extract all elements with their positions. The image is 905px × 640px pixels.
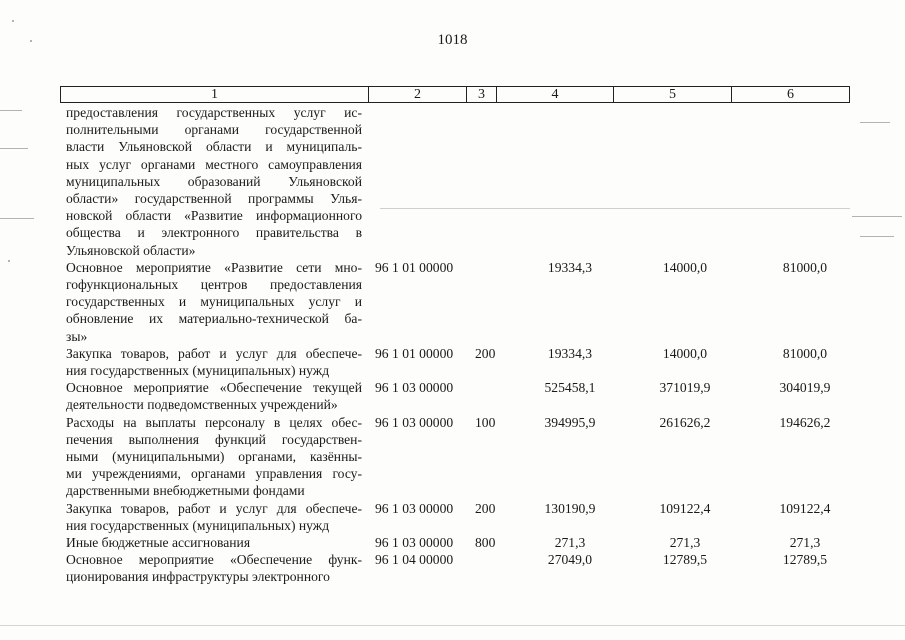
row-name: [66, 259, 362, 345]
row-value-2: 271,3: [669, 535, 701, 551]
row-code: 96 1 03 00000: [375, 535, 454, 551]
row-name-line: муниципальных образований Ульяновской: [66, 173, 362, 189]
header-col-1: 1: [61, 87, 369, 102]
scan-artifact: [0, 625, 905, 626]
scan-artifact: [30, 40, 32, 42]
table-row: [66, 259, 865, 345]
row-name-line: деятельности подведомственных учреждений»: [66, 397, 338, 413]
row-name-line: Закупка товаров, работ и услуг для обеспече-: [66, 345, 362, 361]
row-name-line: государственных и муниципальных услуг и: [66, 294, 362, 310]
row-name: [66, 104, 362, 259]
row-name-line: ных услуг органами местного самоуправления: [66, 156, 362, 172]
row-name: [66, 345, 362, 379]
scan-artifact: [12, 20, 14, 22]
row-name: [66, 534, 362, 551]
table-row: [66, 551, 865, 585]
header-col-5: 5: [614, 87, 732, 102]
scan-artifact: [860, 236, 894, 237]
scan-artifact: [380, 208, 850, 209]
row-name-line: Основное мероприятие «Обеспечение текущей: [66, 380, 362, 396]
row-name-line: гофункциональных центров предоставления: [66, 277, 362, 293]
row-name-line: Расходы на выплаты персоналу в целях обес-: [66, 414, 362, 430]
scan-artifact: [0, 110, 22, 111]
row-name-line: зы»: [66, 328, 88, 344]
scan-artifact: [852, 216, 902, 217]
table-row: [66, 534, 865, 551]
table-row: [66, 345, 865, 379]
row-value-3: 194626,2: [779, 414, 831, 430]
row-name-line: Основное мероприятие «Развитие сети мно-: [66, 259, 362, 275]
row-name-line: ми учреждениями, органами управления госу-: [66, 466, 362, 482]
row-value-3: 81000,0: [782, 259, 828, 275]
row-value-3: 304019,9: [779, 380, 831, 396]
row-name-line: общества и электронного правительства в: [66, 225, 362, 241]
table-body: [66, 104, 865, 586]
row-vr: 200: [475, 345, 496, 361]
row-name: [66, 500, 362, 534]
row-value-1: 525458,1: [544, 380, 596, 396]
row-value-2: 12789,5: [662, 552, 708, 568]
table-row: [66, 500, 865, 534]
row-value-3: 12789,5: [782, 552, 828, 568]
table-row: [66, 414, 865, 500]
header-col-4: 4: [497, 87, 614, 102]
row-name-line: власти Ульяновской области и муниципаль-: [66, 139, 362, 155]
row-value-1: 130190,9: [544, 500, 596, 516]
scan-artifact: [8, 260, 10, 262]
row-value-2: 14000,0: [662, 259, 708, 275]
table-row: [66, 379, 865, 413]
row-name-line: предоставления государственных услуг ис-: [66, 105, 362, 120]
row-code: 96 1 04 00000: [375, 552, 454, 568]
row-name-line: ния государственных (муниципальных) нужд: [66, 517, 330, 533]
row-name-line: Закупка товаров, работ и услуг для обеспече-: [66, 500, 362, 516]
row-value-3: 81000,0: [782, 345, 828, 361]
row-name-line: ния государственных (муниципальных) нужд: [66, 363, 330, 379]
row-name-line: области» государственной программы Улья-: [66, 191, 362, 207]
row-name-line: дарственными внебюджетными фондами: [66, 483, 305, 499]
row-value-2: 109122,4: [659, 500, 711, 516]
row-name-line: печения выполнения функций государствен-: [66, 431, 362, 447]
header-col-6: 6: [787, 87, 794, 102]
row-value-1: 19334,3: [547, 259, 593, 275]
row-vr: 200: [475, 500, 496, 516]
row-name-line: Ульяновской области»: [66, 242, 196, 258]
row-code: 96 1 03 00000: [375, 380, 454, 396]
row-value-2: 371019,9: [659, 380, 711, 396]
row-name-line: Основное мероприятие «Обеспечение функ-: [66, 552, 362, 568]
row-name-line: обновление их материально-технической ба-: [66, 311, 362, 327]
row-name: [66, 551, 362, 585]
row-value-2: 261626,2: [659, 414, 711, 430]
row-name-line: новской области «Развитие информационного: [66, 208, 362, 224]
row-value-1: 394995,9: [544, 414, 596, 430]
table-header: [60, 86, 850, 103]
row-value-2: 14000,0: [662, 345, 708, 361]
row-value-1: 27049,0: [547, 552, 593, 568]
header-col-2: 2: [369, 87, 467, 102]
row-name: [66, 379, 362, 413]
row-name-line: ционирования инфраструктуры электронного: [66, 569, 330, 585]
row-name-line: полнительными органами государственной: [66, 122, 362, 138]
row-code: 96 1 01 00000: [375, 345, 454, 361]
row-code: 96 1 03 00000: [375, 414, 454, 430]
header-col-3: 3: [467, 87, 497, 102]
page-number: 1018: [437, 32, 468, 48]
row-name-line: Иные бюджетные ассигнования: [66, 535, 251, 551]
row-vr: 100: [475, 414, 496, 430]
row-code: 96 1 01 00000: [375, 259, 454, 275]
row-value-3: 271,3: [789, 535, 821, 551]
row-vr: 800: [475, 535, 496, 551]
row-name-line: ными (муниципальными) органами, казённы-: [66, 449, 362, 465]
row-value-1: 271,3: [554, 535, 586, 551]
row-name: [66, 414, 362, 500]
table-row: [66, 104, 865, 259]
scan-artifact: [0, 218, 34, 219]
scan-artifact: [0, 148, 28, 149]
row-value-3: 109122,4: [779, 500, 831, 516]
row-code: 96 1 03 00000: [375, 500, 454, 516]
row-value-1: 19334,3: [547, 345, 593, 361]
scan-artifact: [860, 122, 890, 123]
